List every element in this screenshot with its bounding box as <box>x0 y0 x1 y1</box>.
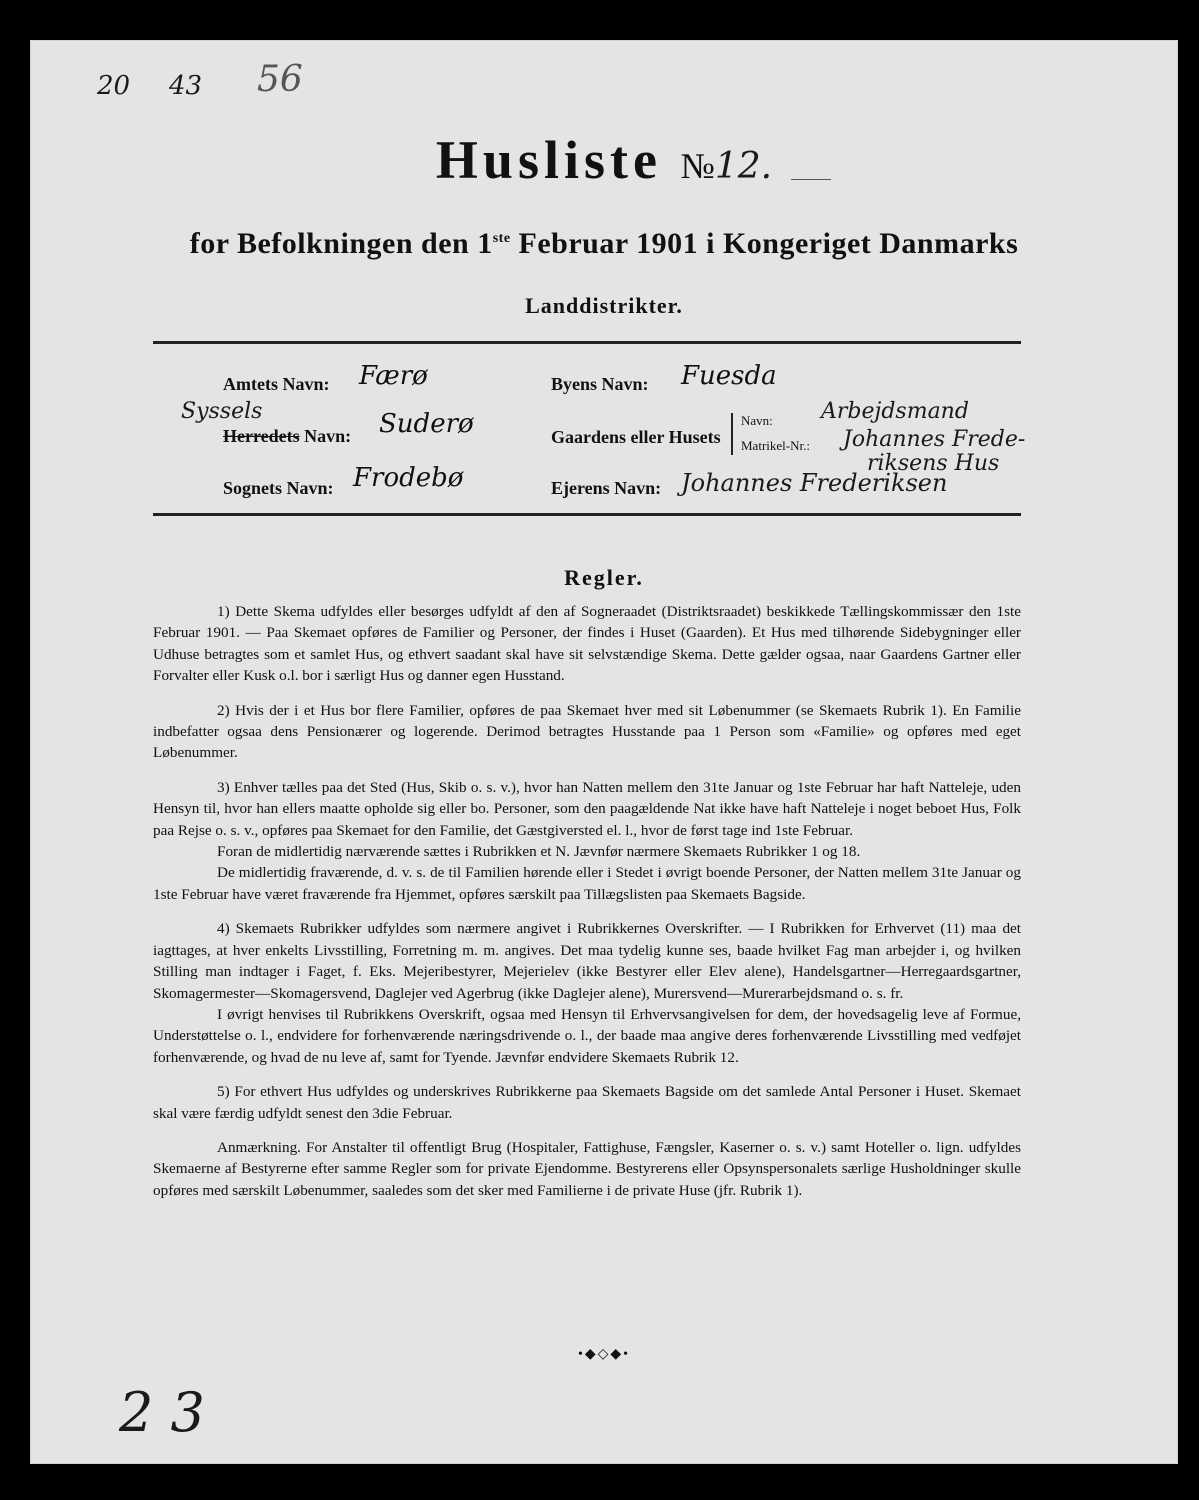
rule-3-n: Foran de midlertidig nærværende sættes i Rubrikken et N. Jævnfør nærmere Skemaets Rubrikker 1 og 18. <box>217 843 861 861</box>
rule-4: 4) Skemaets Rubrikker udfyldes som nærmere angivet i Rubrikkernes Overskrifter. — I Rubrikken for Erhvervet (11) maa det iagttages, at hver enkelts Livsstilling, Forretning m. m. angives. Det maa tydelig kunne ses, baade hvilket Fag man arbejder i, og hvilken Stilling man indtager i Faget, f. Eks. Mejeribestyrer, Mejerielev (ikke Bestyrer eller Elev alene), Handelsgartner—Herregaardsgartner, Skomagermester—Skomagersvend, Daglejer ved Agerbrug (ikke Daglejer alene), Murersvend—Murerarbejdsmand o. s. fr. <box>153 920 1021 1002</box>
handwritten-bottom-number: 2 3 <box>119 1381 205 1444</box>
ejer-value: Johannes Frederiksen <box>681 469 948 497</box>
rule-5: 5) For ethvert Hus udfyldes og underskrives Rubrikkerne paa Skemaets Bagside om det samlede Antal Personer i Huset. Skemaet skal være færdig udfyldt senest den 3die Februar. <box>153 1083 1021 1122</box>
herred-struck: Herredets <box>223 426 300 446</box>
rule-1: 1) Dette Skema udfyldes eller besørges udfyldt af den af Sogneraadet (Distriktsraadet) beskikkede Tællingskommissær den 1ste Februar 1901. — Paa Skemaet opføres de Familier og Personer, der findes i Huset (Gaarden). Et Hus med tilhørende Sidebygninger eller Udhuse betragtes som et samlet Hus, og ethvert saadant skal have sit selvstændige Skema. Dette gælder ogsaa, naar Gaardens Gartner eller Forvalter eller Kusk o.l. bor i særligt Hus og danner egen Husstand. <box>153 603 1021 685</box>
district-type: Landdistrikter. <box>525 293 683 318</box>
remark: Anmærkning. For Anstalter til offentligt Brug (Hospitaler, Fattighuse, Fængsler, Kaserner o. s. v.) samt Hoteller o. lign. udfyldes Skemaerne af Bestyrerne efter samme Regler som for private Ejendomme. Bestyrerens eller Opsynspersonalets særlige Husholdninger skulle opføres med særskilt Løbenummer, saaledes som det sker med Familierne i de private Huse (jfr. Rubrik 1). <box>153 1138 1021 1199</box>
gaard-matrikel-value-1: Johannes Frede- <box>843 427 1026 452</box>
rule-4-further: I øvrigt henvises til Rubrikkens Overskrift, ogsaa med Hensyn til Erhvervsangivelsen for dem, der hovedsagelig leve af Formue, Understøttelse o. l., endvidere for forhenværende næringsdrivende o. l., der baade maa angive deres forhenværende Livsstilling med vedføjet forhenværende, og hvad de nu leve af, samt for Tyende. Jævnfør endvidere Skemaets Rubrik 12. <box>153 1005 1021 1066</box>
gaard-navn-label: Navn: <box>741 413 773 428</box>
ejer-label: Ejerens Navn: <box>551 478 662 498</box>
gaard-brace <box>731 413 733 455</box>
sogn-value: Frodebø <box>353 463 464 493</box>
subtitle-sup: ste <box>492 231 511 246</box>
title-text: Husliste <box>435 130 662 190</box>
by-label: Byens Navn: <box>551 374 649 394</box>
form-title <box>31 129 1177 191</box>
rule-3-absent: De midlertidig fraværende, d. v. s. de til Familien hørende eller i Stedet i øvrigt boende Personer, der Natten mellem 31te Januar og 1ste Februar have været fraværende fra Hjemmet, opføres særskilt paa Tillægslisten paa Skemaets Bagside. <box>153 864 1021 903</box>
herred-handwritten: Syssels <box>181 399 263 424</box>
handwritten-number-alt: 56 <box>257 59 303 100</box>
by-value: Fuesda <box>681 361 777 391</box>
handwritten-number-left: 20 <box>97 71 131 101</box>
gaard-label: Gaardens eller Husets <box>551 427 721 447</box>
rules-heading: Regler. <box>564 565 644 590</box>
husliste-number: 12. <box>714 146 773 187</box>
gaard-matrikel-value-2: riksens Hus <box>867 451 1000 476</box>
header-rule <box>153 341 1021 344</box>
number-underline <box>791 179 831 180</box>
amt-value: Færø <box>359 361 428 391</box>
herred-label <box>223 426 351 447</box>
herred-value: Suderø <box>379 409 474 439</box>
fields-rule <box>153 513 1021 516</box>
rule-3: 3) Enhver tælles paa det Sted (Hus, Skib o. s. v.), hvor han Natten mellem den 31te Januar og 1ste Februar har haft Natteleje, uden Hensyn til, hvor han ellers maatte opholde sig eller bo. Personer, som den paagældende Nat ikke have haft Natteleje i noget beboet Hus, Folk paa Rejse o. s. v., opføres paa Skemaet for den Familie, det Gæstgiversted el. l., hvor de først tage ind 1ste Februar. <box>153 778 1021 839</box>
rules-body <box>153 601 1021 1214</box>
rule-2: 2) Hvis der i et Hus bor flere Familier, opføres de paa Skemaet hver med sit Løbenummer (se Skemaets Rubrik 1). En Familie indbefatter ogsaa dens Pensionærer og logerende. Derimod betragtes Husstande paa 1 Person som «Familie» og opføres med eget Løbenummer. <box>153 701 1021 762</box>
sogn-label: Sognets Navn: <box>223 478 334 498</box>
subtitle-pre: for Befolkningen den 1 <box>189 227 493 260</box>
herred-suffix: Navn: <box>299 426 352 446</box>
gaard-matrikel-label: Matrikel-Nr.: <box>741 438 810 453</box>
amt-label: Amtets Navn: <box>223 374 330 394</box>
subtitle-post: Februar 1901 i Kongeriget Danmarks <box>510 227 1019 260</box>
form-subtitle <box>31 227 1177 261</box>
number-symbol: № <box>680 146 715 186</box>
gaard-navn-value: Arbejdsmand <box>821 399 969 424</box>
handwritten-number-mid: 43 <box>169 71 203 101</box>
ornament: •◆◇◆• <box>577 1347 631 1362</box>
census-form-page <box>30 40 1178 1464</box>
